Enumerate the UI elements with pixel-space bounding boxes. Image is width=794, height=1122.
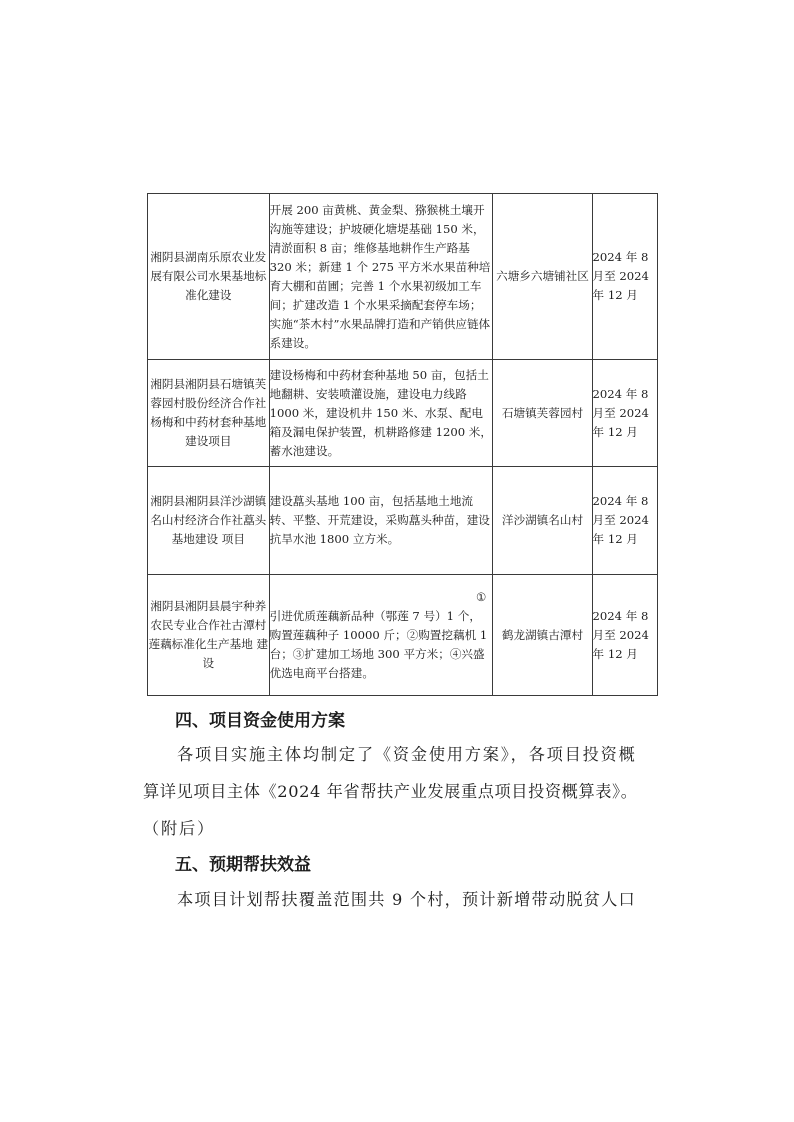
project-name-cell: 湘阴县湘阴县洋沙湖镇名山村经济合作社藠头基地建设 项目 — [148, 467, 270, 575]
section-heading: 四、项目资金使用方案 — [175, 711, 345, 731]
paragraph-line: （附后） — [143, 819, 215, 838]
project-location-cell: 六塘乡六塘铺社区 — [493, 194, 592, 360]
project-name-cell: 湘阴县湘阴县石塘镇芙蓉园村股份经济合作社杨梅和中药材套种基地建设项目 — [148, 360, 270, 467]
project-content-cell: 建设杨梅和中药材套种基地 50 亩，包括土地翻耕、安装喷灌设施，建设电力线路 1000 米，建设机井 150 米、水泵、配电箱及漏电保护装置，机耕路修建 1200 米，蓄水池建设。 — [269, 360, 493, 467]
project-location-cell: 洋沙湖镇名山村 — [493, 467, 592, 575]
project-period-cell: 2024 年 8 月至 2024 年 12 月 — [592, 194, 657, 360]
paragraph-line: 本项目计划帮扶覆盖范围共 9 个村，预计新增带动脱贫人口 — [177, 890, 636, 909]
table-row — [148, 467, 658, 575]
project-location-cell: 石塘镇芙蓉园村 — [493, 360, 592, 467]
content-marker: ① — [476, 589, 487, 604]
section-heading: 五、预期帮扶效益 — [175, 855, 311, 875]
project-name-cell: 湘阴县湖南乐原农业发展有限公司水果基地标准化建设 — [148, 194, 270, 360]
project-table — [147, 193, 658, 696]
table-row — [148, 360, 658, 467]
project-content-cell: 建设藠头基地 100 亩，包括基地土地流转、平整、开荒建设，采购藠头种苗，建设抗旱水池 1800 立方米。 — [269, 467, 493, 575]
project-period-cell: 2024 年 8 月至 2024 年 12 月 — [592, 360, 657, 467]
project-content-cell: 开展 200 亩黄桃、黄金梨、猕猴桃土壤开沟施等建设；护坡硬化塘堤基础 150 米，清淤面积 8 亩；维修基地耕作生产路基 320 米；新建 1 个 275 平方米水果苗种培育大棚和苗圃；完善 1 个水果初级加工车间；扩建改造 1 个水果采摘配套停车场；实施“茶木村”水果品牌打造和产销供应链体系建设。 — [269, 194, 493, 360]
project-period-cell: 2024 年 8 月至 2024 年 12 月 — [592, 575, 657, 696]
paragraph-line: 算详见项目主体《2024 年省帮扶产业发展重点项目投资概算表》。 — [143, 782, 638, 801]
content-text: 引进优质莲藕新品种（鄂莲 7 号）1 个，购置莲藕种子 10000 斤；②购置挖藕机 1 台；③扩建加工场地 300 平方米；④兴盛优选电商平台搭建。 — [269, 608, 488, 680]
project-name-cell: 湘阴县湘阴县晨宇种养农民专业合作社古潭村莲藕标准化生产基地 建设 — [148, 575, 270, 696]
project-location-cell: 鹤龙湖镇古潭村 — [493, 575, 592, 696]
paragraph-line: 各项目实施主体均制定了《资金使用方案》，各项目投资概 — [177, 745, 637, 764]
project-period-cell: 2024 年 8 月至 2024 年 12 月 — [592, 467, 657, 575]
table-row — [148, 575, 658, 696]
table-row — [148, 194, 658, 360]
project-content-cell — [269, 575, 493, 696]
